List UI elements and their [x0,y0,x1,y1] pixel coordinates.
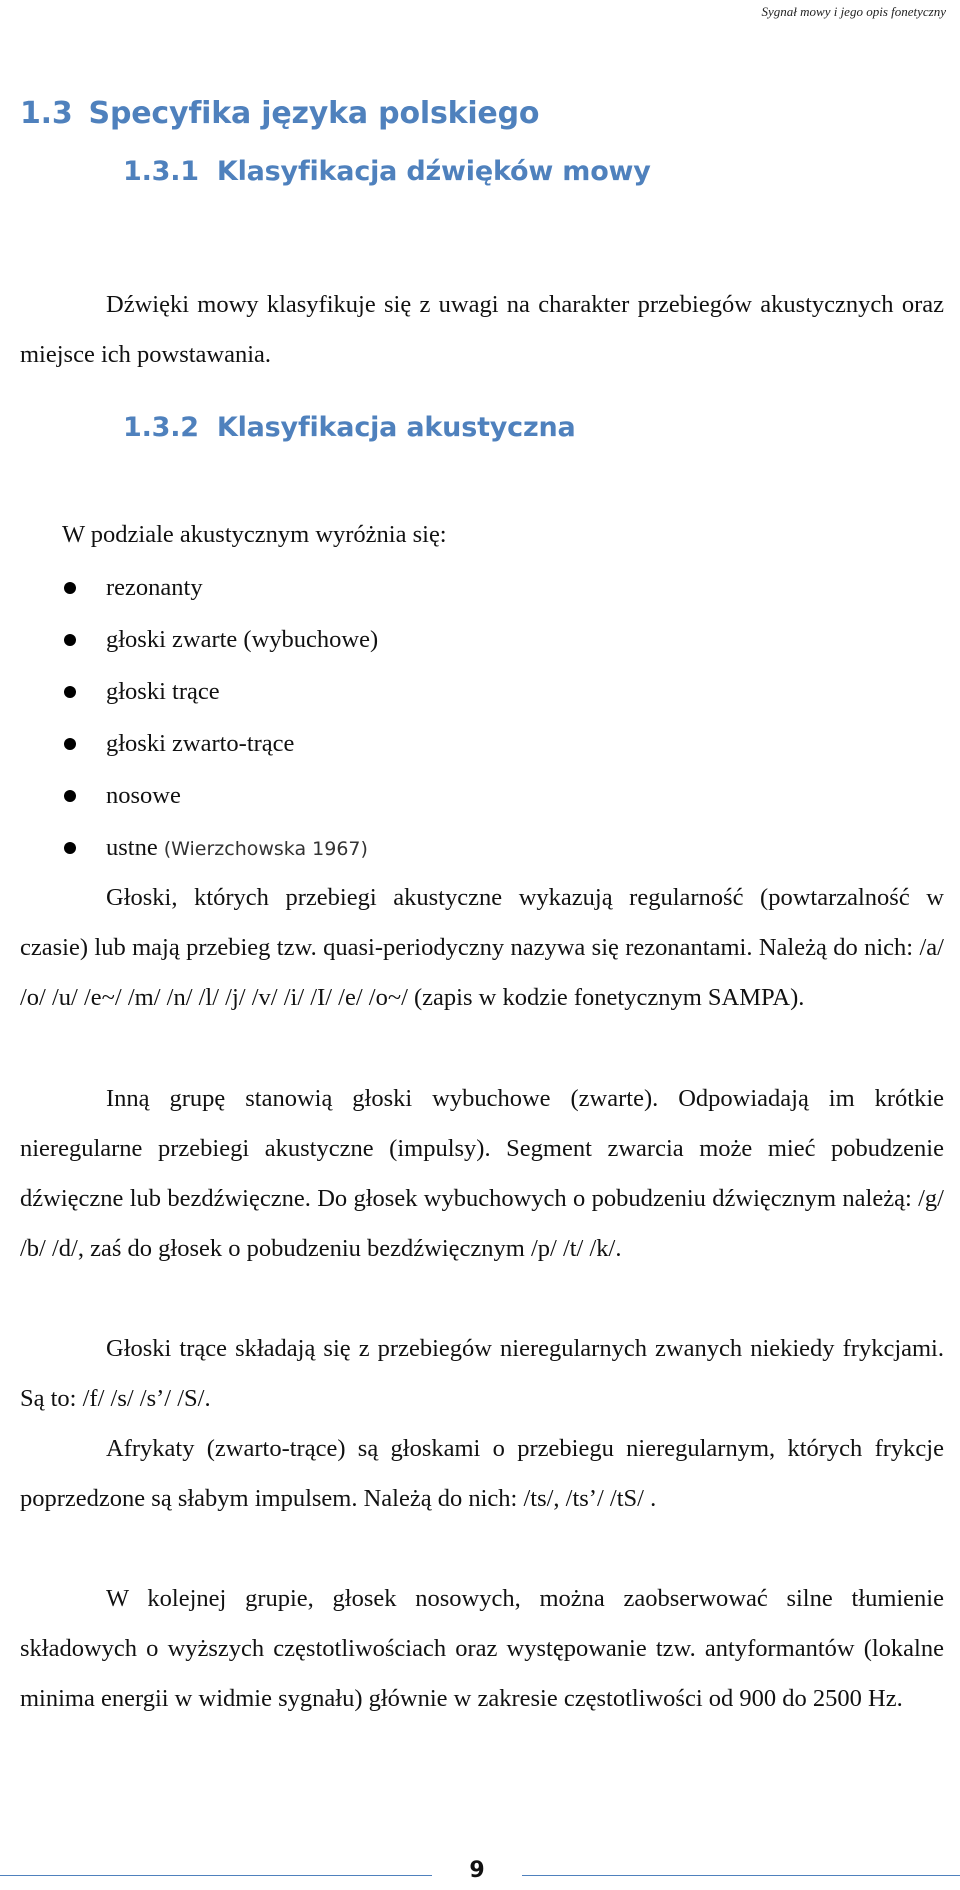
bullet-icon [64,686,76,698]
subsection-heading-1 [123,156,651,187]
list-item-text: głoski zwarte (wybuchowe) [106,626,379,653]
list-item-text: głoski trące [106,678,220,705]
classification-list [62,562,942,874]
footer-rule-left [0,1875,432,1876]
list-item-text: rezonanty [106,574,203,601]
bullet-icon [64,738,76,750]
list-item-text: nosowe [106,782,181,809]
bullet-icon [64,842,76,854]
running-head: Sygnał mowy i jego opis fonetyczny [761,4,946,19]
bullet-icon [64,790,76,802]
citation: (Wierzchowska 1967) [163,838,368,860]
paragraph-plosives: Inną grupę stanowią głoski wybuchowe (zwarte). Odpowiadają im krótkie nieregularne przebiegi akustyczne (impulsy). Segment zwarcia może mieć pobudzenie dźwięczne lub bezdźwięczne. Do głosek wybuchowych o pobudzeniu dźwięcznym należą: /g/ /b/ /d/, zaś do głosek o pobudzeniu bezdźwięcznym /p/ /t/ /k/. [20,1085,944,1262]
page-number: 9 [469,1858,485,1883]
paragraph-nasals: W kolejnej grupie, głosek nosowych, można zaobserwować silne tłumienie składowych o wyższych częstotliwościach oraz występowanie tzw. antyformantów (lokalne minima energii w widmie sygnału) głównie w zakresie częstotliwości od 900 do 2500 Hz. [20,1585,944,1712]
list-item [62,666,942,718]
paragraph-fricatives: Głoski trące składają się z przebiegów nieregularnych zwanych niekiedy frykcjami. Są to: /f/ /s/ /s’/ /S/. [20,1335,944,1412]
subsection-number: 1.3.2 [123,412,199,443]
paragraph-resonants: Głoski, których przebiegi akustyczne wykazują regularność (powtarzalność w czasie) lub mają przebieg tzw. quasi-periodyczny nazywa się rezonantami. Należą do nich: /a/ /o/ /u/ /e~/ /m/ /n/ /l/ /j/ /v/ /i/ /I/ /e/ /o~/ (zapis w kodzie fonetycznym SAMPA). [20,884,944,1011]
section-title: Specyfika języka polskiego [88,96,540,131]
list-intro: W podziale akustycznym wyróżnia się: [62,521,447,548]
list-item [62,822,942,874]
footer-rule-right [522,1875,960,1876]
section-number: 1.3 [20,96,73,131]
list-item [62,614,942,666]
paragraph-classification: Dźwięki mowy klasyfikuje się z uwagi na charakter przebiegów akustycznych oraz miejsce ich powstawania. [20,291,944,368]
subsection-heading-2 [123,412,576,443]
subsection-title: Klasyfikacja akustyczna [216,412,576,443]
list-item [62,718,942,770]
section-heading [20,96,539,131]
list-item [62,770,942,822]
subsection-title: Klasyfikacja dźwięków mowy [216,156,651,187]
list-item [62,562,942,614]
paragraph-affricates: Afrykaty (zwarto-trące) są głoskami o przebiegu nieregularnym, których frykcje poprzedzone są słabym impulsem. Należą do nich: /ts/, /ts’/ /tS/ . [20,1435,944,1512]
bullet-icon [64,634,76,646]
subsection-number: 1.3.1 [123,156,199,187]
list-item-text: głoski zwarto-trące [106,730,295,757]
bullet-icon [64,582,76,594]
list-item-text: ustne [106,834,158,861]
